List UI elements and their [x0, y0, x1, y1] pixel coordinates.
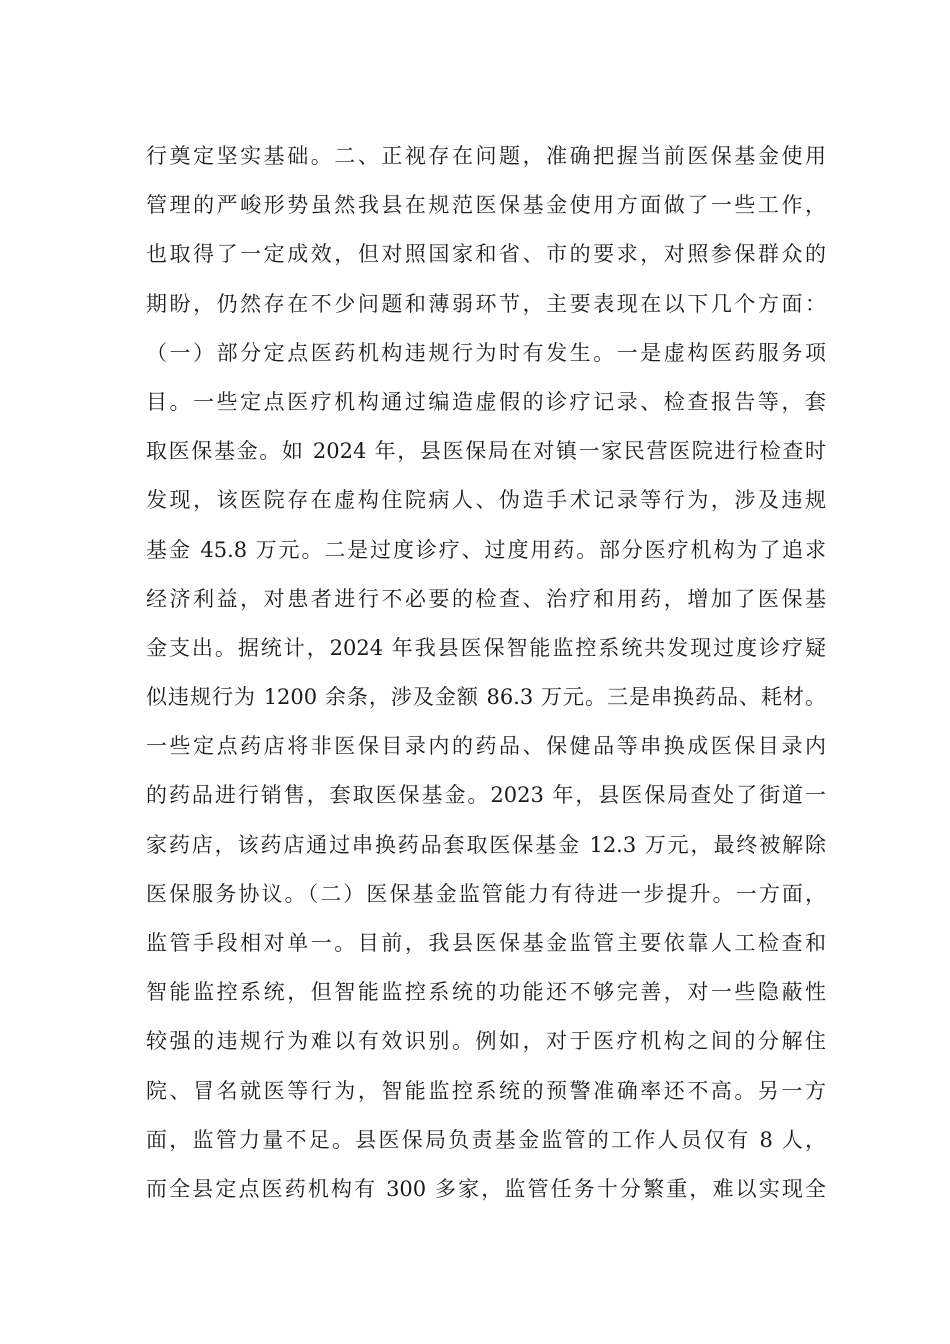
text-line-19: 较强的违规行为难以有效识别。例如，对于医疗机构之间的分解住: [146, 1029, 826, 1054]
text-line-14: 的药品进行销售，套取医保基金。2023 年，县医保局查处了街道一: [146, 783, 826, 808]
text-line-18: 智能监控系统，但智能监控系统的功能还不够完善，对一些隐蔽性: [146, 980, 826, 1005]
text-line-10: 经济利益，对患者进行不必要的检查、治疗和用药，增加了医保基: [146, 586, 826, 611]
text-line-16: 医保服务协议。（二）医保基金监管能力有待进一步提升。一方面，: [146, 881, 826, 906]
text-line-15: 家药店，该药店通过串换药品套取医保基金 12.3 万元，最终被解除: [146, 832, 826, 857]
text-line-17: 监管手段相对单一。目前，我县医保基金监管主要依靠人工检查和: [146, 931, 826, 955]
text-line-21: 面，监管力量不足。县医保局负责基金监管的工作人员仅有 8 人，: [146, 1127, 826, 1152]
text-line-5: （一）部分定点医药机构违规行为时有发生。一是虚构医药服务项: [146, 340, 826, 365]
text-line-6: 目。一些定点医疗机构通过编造虚假的诊疗记录、检查报告等，套: [146, 389, 826, 414]
text-line-7: 取医保基金。如 2024 年，县医保局在对镇一家民营医院进行检查时: [146, 439, 826, 464]
text-line-22: 而全县定点医药机构有 300 多家，监管任务十分繁重，难以实现全: [146, 1176, 826, 1201]
text-line-4: 期盼，仍然存在不少问题和薄弱环节，主要表现在以下几个方面：: [146, 291, 826, 316]
text-line-8: 发现，该医院存在虚构住院病人、伪造手术记录等行为，涉及违规: [146, 488, 826, 513]
body-text: [146, 132, 826, 1214]
text-line-3: 也取得了一定成效，但对照国家和省、市的要求，对照参保群众的: [146, 242, 826, 267]
text-line-12: 似违规行为 1200 余条，涉及金额 86.3 万元。三是串换药品、耗材。: [146, 685, 826, 710]
text-line-2: 管理的严峻形势虽然我县在规范医保基金使用方面做了一些工作，: [146, 193, 826, 218]
text-line-9: 基金 45.8 万元。二是过度诊疗、过度用药。部分医疗机构为了追求: [146, 537, 826, 562]
text-line-20: 院、冒名就医等行为，智能监控系统的预警准确率还不高。另一方: [146, 1078, 826, 1103]
text-line-1: 行奠定坚实基础。二、正视存在问题，准确把握当前医保基金使用: [146, 144, 826, 168]
text-line-13: 一些定点药店将非医保目录内的药品、保健品等串换成医保目录内: [146, 734, 826, 759]
text-line-11: 金支出。据统计，2024 年我县医保智能监控系统共发现过度诊疗疑: [146, 635, 826, 660]
